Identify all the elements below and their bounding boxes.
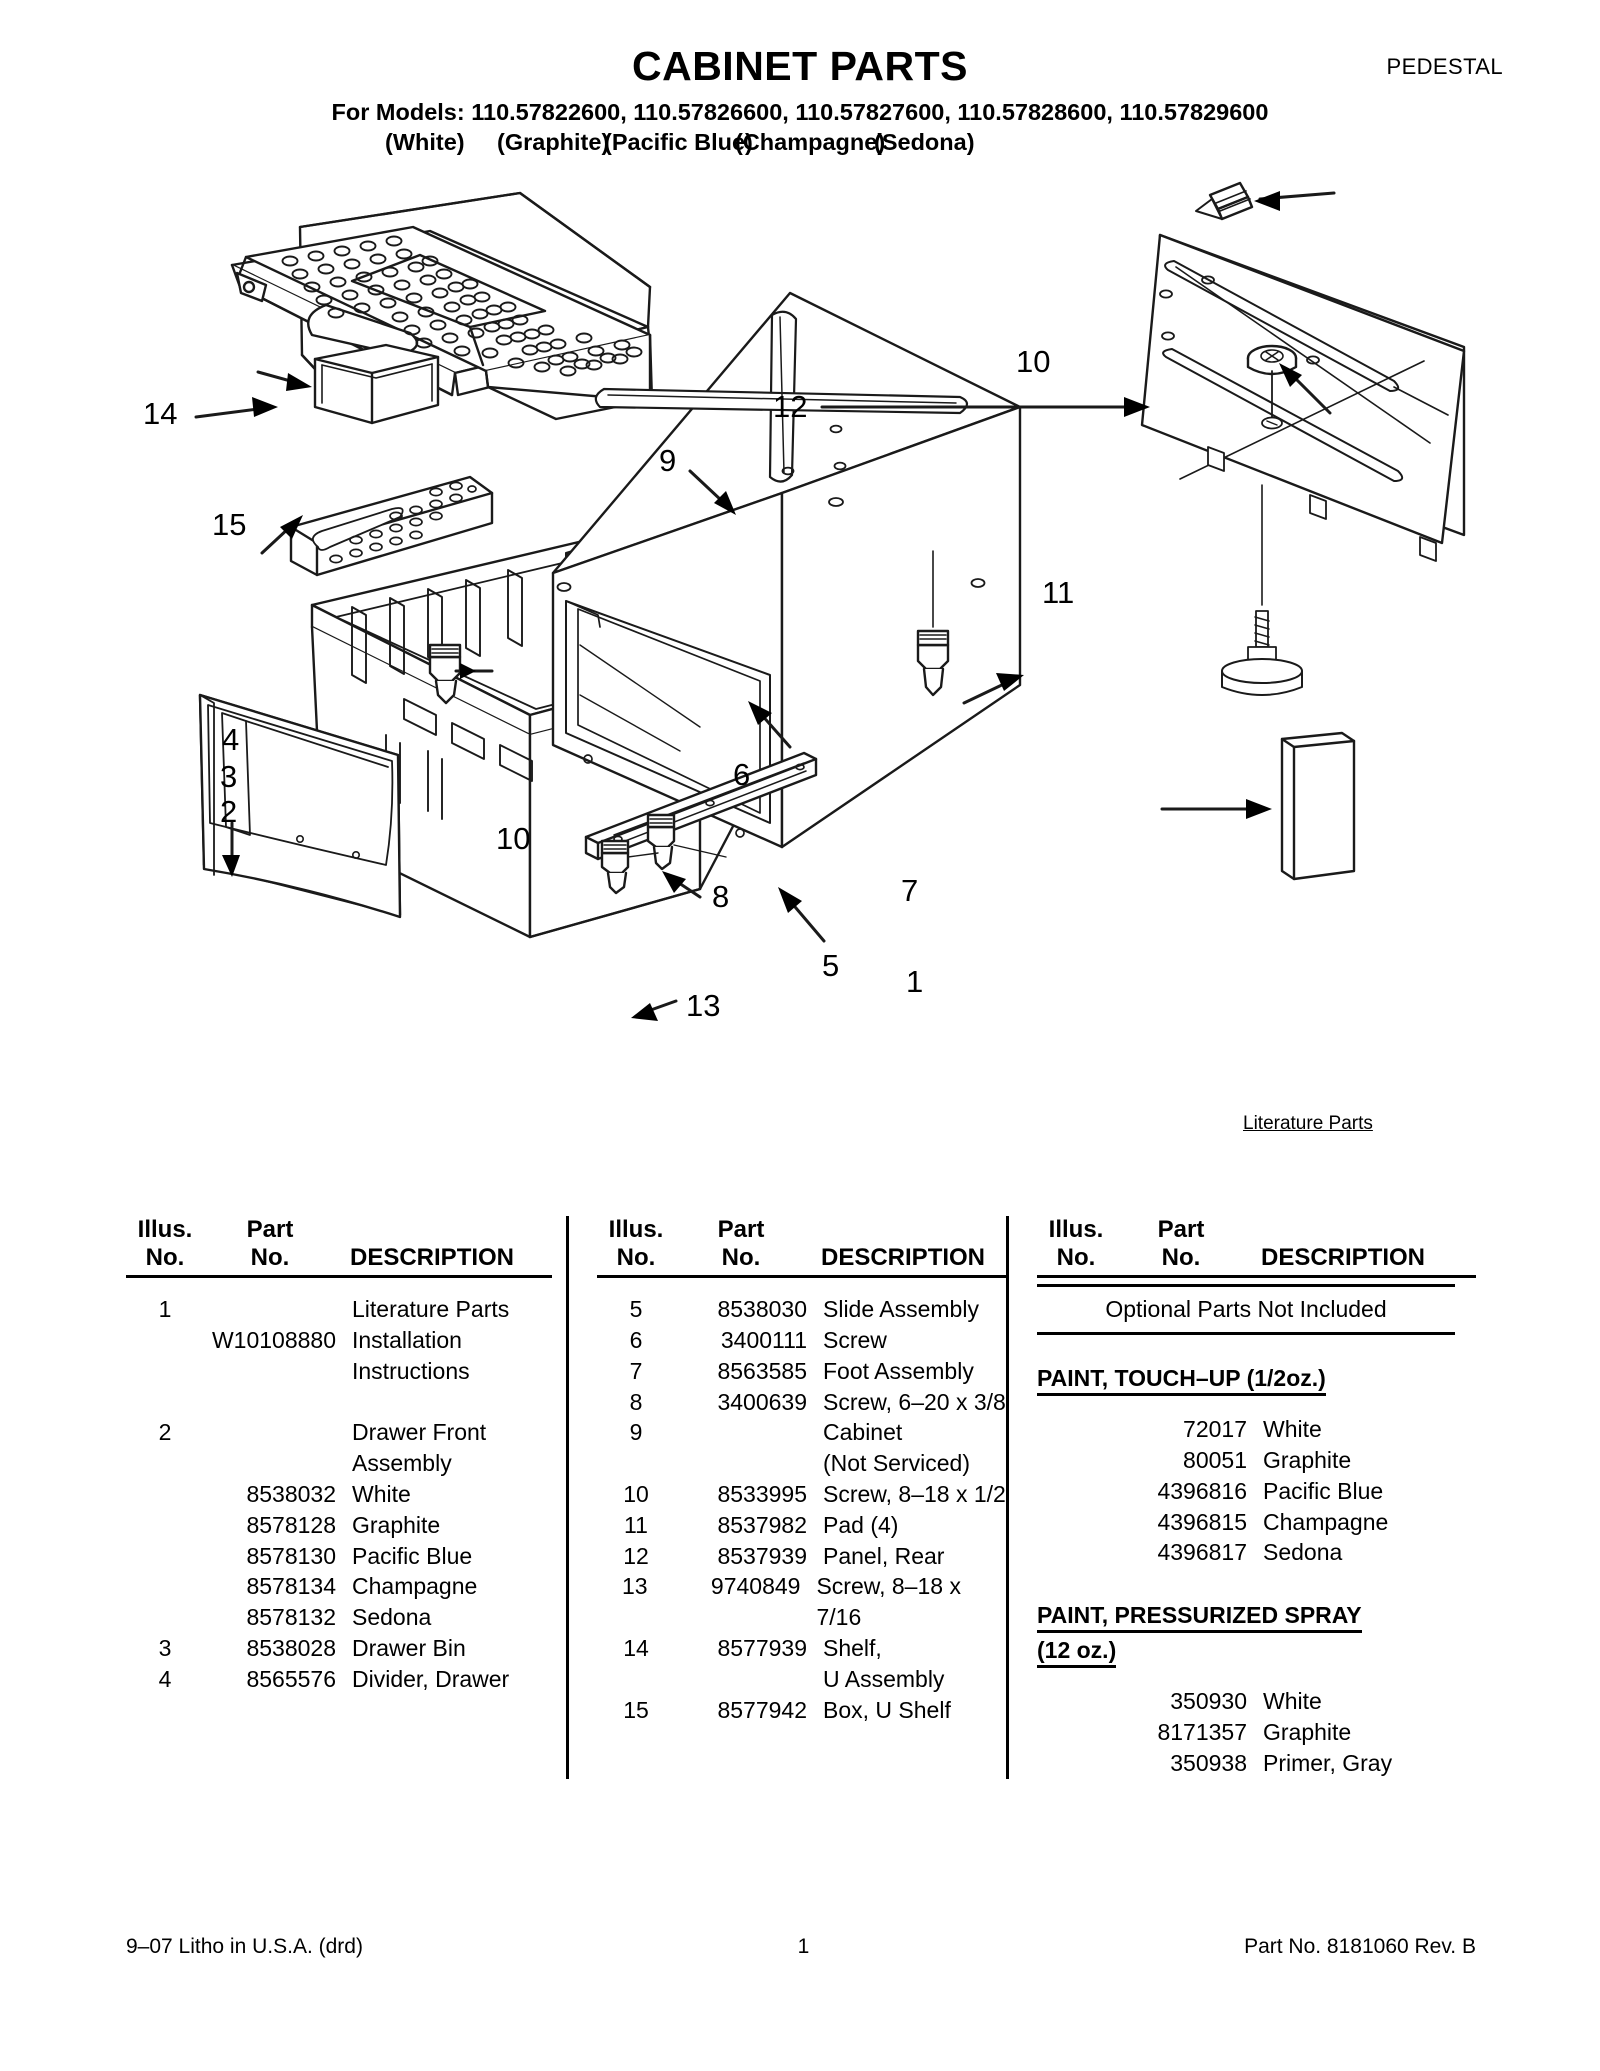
cell-illus-no: [126, 1541, 204, 1572]
cell-description: Drawer Front: [352, 1419, 487, 1446]
callout-15-1: 15: [212, 507, 247, 542]
header-part-line2: No.: [721, 1244, 761, 1272]
cell-illus-no: 13: [621, 1573, 648, 1600]
cell-illus-no: 9: [629, 1419, 643, 1446]
cell-part-no: [204, 1417, 338, 1448]
header-description: DESCRIPTION: [821, 1244, 986, 1272]
pedestal-corner-label: PEDESTAL: [1386, 54, 1503, 79]
cell-illus-no: [126, 1479, 204, 1510]
table-row: [126, 1325, 552, 1356]
cell-illus-no: 7: [629, 1357, 643, 1384]
table-row: [126, 1602, 552, 1633]
cell-description: Champagne: [352, 1573, 478, 1600]
cell-part-no: [204, 1356, 338, 1387]
header-part-line1: Part: [1157, 1216, 1205, 1243]
cell-description: Graphite: [1263, 1446, 1352, 1473]
cell-part-no: 8538028: [246, 1635, 336, 1662]
callout-8-12: 8: [712, 879, 730, 914]
footer-litho: 9–07 Litho in U.S.A. (drd): [126, 1935, 363, 1958]
table-row: [597, 1417, 1006, 1448]
cell-description: Divider, Drawer: [352, 1665, 510, 1692]
header-illus-line1: Illus.: [1048, 1216, 1104, 1243]
cell-description: Pacific Blue: [1263, 1477, 1384, 1504]
cell-description: Champagne: [1263, 1508, 1389, 1535]
table-row: [597, 1448, 1006, 1479]
paint-spray-heading-line1: PAINT, PRESSURIZED SPRAY: [1037, 1602, 1362, 1633]
cell-description: Pacific Blue: [352, 1542, 473, 1569]
table-row: [597, 1356, 1006, 1387]
cell-part-no: [675, 1448, 809, 1479]
cell-description: Primer, Gray: [1263, 1749, 1393, 1776]
paint-spray-heading-line2: (12 oz.): [1037, 1637, 1116, 1668]
callout-14-0: 14: [143, 396, 178, 431]
paint-row: [1037, 1414, 1476, 1445]
part-divider-drawer: [262, 477, 492, 575]
header-desc-spacer: [807, 1216, 828, 1244]
cell-description: [338, 1387, 358, 1418]
header-description: DESCRIPTION: [350, 1244, 515, 1272]
model-color-label-2: (Pacific Blue): [604, 128, 753, 155]
cell-description: Foot Assembly: [823, 1357, 974, 1384]
header-part-line1: Part: [717, 1216, 765, 1243]
models-line: For Models: 110.57822600, 110.57826600, 110.57827600, 110.57828600, 110.57829600: [331, 98, 1269, 125]
cell-part-no: 8578132: [246, 1604, 336, 1631]
part-screw-8-18-half-panel: [1196, 183, 1334, 219]
cell-part-no: 8577939: [717, 1635, 807, 1662]
table-row: [126, 1571, 552, 1602]
cell-part-no: 8578128: [246, 1511, 336, 1538]
cell-part-no: 4396817: [1157, 1539, 1247, 1566]
cell-description: Shelf,: [823, 1635, 882, 1662]
cell-part-no: [204, 1387, 338, 1418]
cell-part-no: 3400111: [720, 1326, 807, 1353]
callout-11-9: 11: [1042, 575, 1075, 610]
paint-row: [1037, 1748, 1476, 1779]
header-illus-line2: No.: [616, 1244, 656, 1272]
cell-illus-no: 14: [623, 1635, 649, 1662]
header-part-line1: Part: [246, 1216, 294, 1243]
cell-illus-no: 8: [629, 1388, 643, 1415]
cell-illus-no: 6: [629, 1326, 643, 1353]
cell-part-no: [675, 1664, 809, 1695]
cell-part-no: 3400639: [717, 1388, 807, 1415]
table-row: [126, 1541, 552, 1572]
header-illus-line2: No.: [1056, 1244, 1096, 1272]
table-row: [597, 1664, 1006, 1695]
table-row: [126, 1664, 552, 1695]
cell-part-no: 8577942: [717, 1696, 807, 1723]
cell-description: Sedona: [352, 1604, 432, 1631]
cell-illus-no: [597, 1664, 675, 1695]
model-color-label-0: (White): [385, 128, 465, 155]
cell-description: Panel, Rear: [823, 1542, 945, 1569]
paint-row: [1037, 1537, 1476, 1568]
table-row: [126, 1510, 552, 1541]
cell-part-no: 8533995: [717, 1481, 807, 1508]
part-box-u-shelf: [258, 345, 438, 423]
cell-illus-no: 12: [623, 1542, 649, 1569]
callout-13-14: 13: [686, 988, 721, 1023]
page-header: [0, 44, 1600, 159]
table-row: [597, 1510, 1006, 1541]
header-divider: [126, 1275, 552, 1278]
model-color-label-1: (Graphite): [497, 128, 610, 155]
table-row: [597, 1387, 1006, 1418]
callout-5-13: 5: [822, 948, 840, 983]
cell-description: Slide Assembly: [823, 1296, 979, 1323]
paint-row: [1037, 1445, 1476, 1476]
cell-description: White: [1263, 1688, 1322, 1715]
paint-touchup-heading: PAINT, TOUCH–UP (1/2oz.): [1037, 1365, 1326, 1396]
exploded-view-svg: [0, 175, 1600, 1195]
paint-row: [1037, 1717, 1476, 1748]
footer-page-number: 1: [797, 1935, 810, 1958]
table-row: [126, 1633, 552, 1664]
callout-3-3: 3: [220, 759, 238, 794]
cell-part-no: 8563585: [717, 1357, 807, 1384]
cell-illus-no: [126, 1325, 204, 1356]
cell-part-no: 4396816: [1157, 1477, 1247, 1504]
cell-part-no: 8565576: [246, 1665, 336, 1692]
cell-part-no: 72017: [1183, 1416, 1247, 1443]
page-title: CABINET PARTS: [631, 43, 969, 89]
cell-illus-no: 5: [629, 1296, 643, 1323]
table-row: [597, 1325, 1006, 1356]
cell-description: Graphite: [352, 1511, 441, 1538]
cell-description: Installation: [352, 1326, 462, 1353]
table-row: [126, 1479, 552, 1510]
parts-table-column-3: [1006, 1216, 1476, 1779]
table-header: [126, 1216, 552, 1278]
callout-7-11: 7: [901, 873, 919, 908]
cell-part-no: 8578134: [246, 1573, 336, 1600]
callout-1-15: 1: [906, 964, 924, 999]
cell-description: Instructions: [352, 1357, 470, 1384]
header-illus-line2: No.: [145, 1244, 185, 1272]
cell-illus-no: [126, 1602, 204, 1633]
header-illus-line1: Illus.: [608, 1216, 664, 1243]
cell-part-no: [204, 1294, 338, 1325]
cell-illus-no: 2: [158, 1419, 172, 1446]
paint-row: [1037, 1476, 1476, 1507]
paint-row: [1037, 1507, 1476, 1538]
header-illus-line1: Illus.: [137, 1216, 193, 1243]
cell-description: Pad (4): [823, 1511, 899, 1538]
parts-rows-column-1: [126, 1294, 552, 1695]
header-divider: [1037, 1275, 1476, 1278]
table-header: [597, 1216, 1006, 1278]
cell-illus-no: 3: [158, 1635, 172, 1662]
cell-description: Cabinet: [823, 1419, 903, 1446]
header-part-line2: No.: [1161, 1244, 1201, 1272]
table-row: [597, 1294, 1006, 1325]
table-row: [126, 1448, 552, 1479]
cell-part-no: 8537939: [717, 1542, 807, 1569]
footer-part-number: Part No. 8181060 Rev. B: [1244, 1935, 1476, 1958]
table-row: [597, 1633, 1006, 1664]
header-desc-spacer: [1247, 1216, 1268, 1244]
table-row: [126, 1387, 552, 1418]
cell-description: Drawer Bin: [352, 1635, 466, 1662]
cell-description: Screw, 8–18 x 1/2: [823, 1481, 1006, 1508]
table-row: [597, 1571, 1006, 1633]
paint-row: [1037, 1686, 1476, 1717]
cell-part-no: 8537982: [717, 1511, 807, 1538]
callout-10-8: 10: [1016, 344, 1051, 379]
parts-table-column-1: [126, 1216, 566, 1779]
header-desc-spacer: [336, 1216, 357, 1244]
cell-illus-no: [597, 1448, 675, 1479]
exploded-view-illustration: [0, 175, 1600, 1195]
cell-illus-no: 4: [158, 1665, 172, 1692]
cell-part-no: [675, 1417, 809, 1448]
cell-description: Graphite: [1263, 1719, 1352, 1746]
optional-parts-note: Optional Parts Not Included: [1037, 1284, 1455, 1335]
part-literature-parts: [1162, 733, 1354, 879]
cell-description: Literature Parts: [352, 1296, 510, 1323]
callout-2-4: 2: [220, 794, 238, 829]
cell-part-no: 9740849: [710, 1573, 801, 1600]
cell-part-no: 8538030: [717, 1296, 807, 1323]
table-row: [597, 1541, 1006, 1572]
callout-6-10: 6: [733, 757, 751, 792]
cell-description: (Not Serviced): [823, 1450, 970, 1477]
cell-part-no: 8171357: [1157, 1719, 1247, 1746]
table-row: [597, 1479, 1006, 1510]
cell-illus-no: [126, 1387, 204, 1418]
cell-description: Screw, 8–18 x 7/16: [816, 1573, 961, 1631]
callout-4-2: 4: [222, 722, 240, 757]
header-divider: [597, 1275, 1006, 1278]
callout-9-6: 9: [659, 443, 677, 478]
cell-illus-no: [126, 1571, 204, 1602]
table-header: [1037, 1216, 1476, 1278]
cell-illus-no: [126, 1510, 204, 1541]
model-color-label-3: (Champagne): [735, 128, 886, 155]
callout-10-5: 10: [496, 821, 531, 856]
table-row: [126, 1356, 552, 1387]
cell-illus-no: 15: [623, 1696, 649, 1723]
parts-rows-column-2: [597, 1294, 1006, 1725]
table-row: [126, 1294, 552, 1325]
cell-illus-no: 10: [623, 1481, 649, 1508]
table-row: [126, 1417, 552, 1448]
cell-description: U Assembly: [823, 1665, 945, 1692]
callout-12-7: 12: [773, 389, 808, 424]
literature-parts-caption: Literature Parts: [1243, 1113, 1373, 1134]
cell-part-no: 80051: [1183, 1446, 1247, 1473]
cell-illus-no: [126, 1356, 204, 1387]
parts-table-column-2: [566, 1216, 1006, 1779]
paint-spray-rows: [1037, 1686, 1476, 1778]
header-description: DESCRIPTION: [1261, 1244, 1426, 1272]
cell-description: Box, U Shelf: [823, 1696, 951, 1723]
cell-part-no: 8578130: [246, 1542, 336, 1569]
page-footer: [126, 1935, 1476, 1959]
cell-part-no: 4396815: [1157, 1508, 1247, 1535]
header-part-line2: No.: [250, 1244, 290, 1272]
cell-part-no: [204, 1448, 338, 1479]
model-color-label-4: (Sedona): [874, 128, 975, 155]
cell-description: Screw: [823, 1326, 887, 1353]
cell-illus-no: 11: [624, 1511, 648, 1538]
cell-description: Sedona: [1263, 1539, 1343, 1566]
cell-part-no: 8538032: [246, 1481, 336, 1508]
cell-description: Screw, 6–20 x 3/8: [823, 1388, 1006, 1415]
cell-description: White: [1263, 1416, 1322, 1443]
cell-illus-no: [126, 1448, 204, 1479]
paint-touchup-rows: [1037, 1414, 1476, 1568]
cell-part-no: 350930: [1170, 1688, 1247, 1715]
cell-illus-no: 1: [158, 1296, 172, 1323]
table-row: [597, 1695, 1006, 1726]
cell-part-no: W10108880: [211, 1326, 336, 1353]
model-color-labels: [0, 129, 1600, 159]
cell-description: White: [352, 1481, 411, 1508]
parts-list-tables: [126, 1216, 1476, 1779]
cell-part-no: 350938: [1170, 1749, 1247, 1776]
cell-description: Assembly: [352, 1450, 452, 1477]
